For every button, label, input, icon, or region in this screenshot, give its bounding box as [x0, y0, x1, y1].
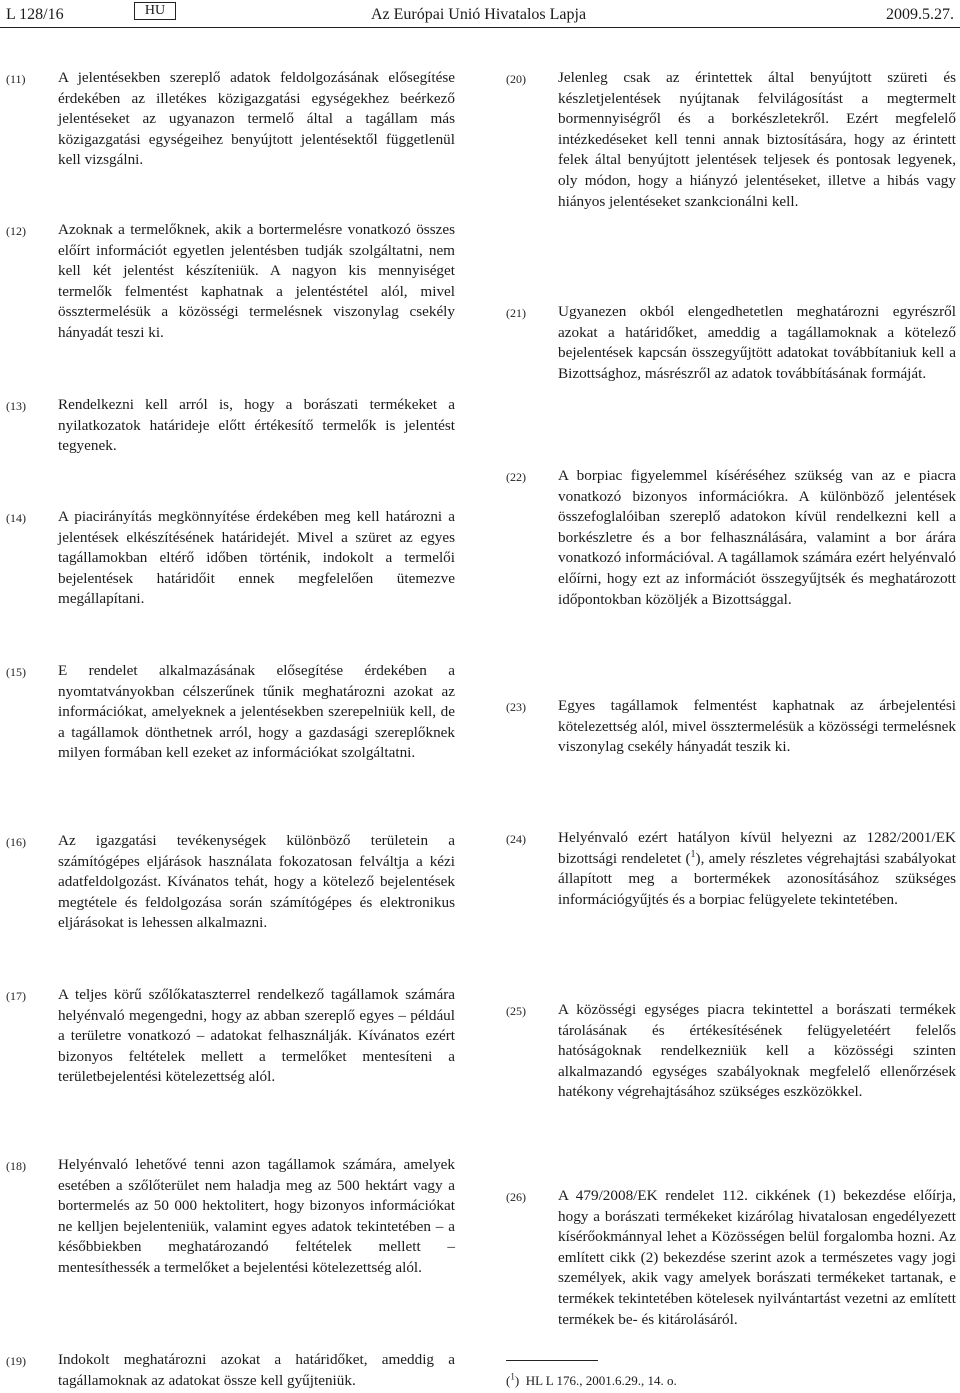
- recital-number: (24): [506, 832, 526, 846]
- footnote-text: HL L 176., 2001.6.29., 14. o.: [525, 1373, 677, 1388]
- page-reference: L 128/16: [6, 6, 64, 23]
- recital-number: (14): [6, 511, 26, 525]
- recital-number: (21): [506, 306, 526, 320]
- recital-number: (20): [506, 72, 526, 86]
- recital-22: [506, 466, 956, 610]
- header-rule: [0, 27, 960, 28]
- recital-number: (12): [6, 224, 26, 238]
- recital-number: (25): [506, 1004, 526, 1018]
- footnote-reference: 1: [690, 848, 696, 860]
- recital-number: (19): [6, 1354, 26, 1368]
- journal-title: Az Európai Unió Hivatalos Lapja: [371, 6, 587, 23]
- recital-text: [558, 828, 956, 910]
- recital-15: [6, 661, 455, 764]
- recital-11: [6, 68, 455, 171]
- recital-text: E rendelet alkalmazásának elősegítése érdekében a nyomtatványokban célszerűnek tűnik meghatározni azokat az információkat, amelyeknek a jelentésekben szerepelniük kell, de a tagállamok dönthetnek arról, hogy a gazdasági szereplőknek milyen formában kell ezeket az információkat szolgáltatni.: [58, 662, 455, 762]
- recital-number: (16): [6, 835, 26, 849]
- recital-text: A teljes körű szőlőkataszterrel rendelkező tagállamok számára helyénvaló megengedni, hogy az abban szereplő egyes – például a területre vonatkozó – adatokat felhasználják. Kívánatos ezért bizonyos feltételek mellett a termelőket mentesíteni a területbejelentési kötelezettség alól.: [58, 986, 455, 1086]
- recital-number: (17): [6, 989, 26, 1003]
- recital-text: Azoknak a termelőknek, akik a bortermelésre vonatkozó összes előírt információt egyetlen jelentésben tudják szolgáltatni, nem kell két jelentést készíteniük. A nagyon kis mennyiséget termelők felmentést kaphatnak a jelentéstétel alól, mivel össztermelésük a közösségi termelésnek viszonylag csekély hányadát teszi ki.: [58, 221, 455, 341]
- page-header: [0, 0, 960, 30]
- recital-number: (11): [6, 72, 26, 86]
- recital-text: A borpiac figyelemmel kíséréséhez szükség van az e piacra vonatkozó bizonyos információkra. A különböző jelentések összefoglalóiban szereplő adatokon kívül rendelkezni kell a borkészletre és a bor felhasználására, valamint a bor árára vonatkozó információval. A tagállamok számára ezért helyénvaló előírni, hogy ezt az információt összegyűjtsék és meghatározott időpontokban közöljék a Bizottsággal.: [558, 467, 956, 608]
- recital-12: [6, 220, 455, 344]
- recital-text: Indokolt meghatározni azokat a határidőket, ameddig a tagállamoknak az adatokat össze kell gyűjteniük.: [58, 1351, 455, 1389]
- recital-text: Egyes tagállamok felmentést kaphatnak az árbejelentési kötelezettség alól, mivel össztermelésük a közösségi termelésnek viszonylag csekély hányadát teszik ki.: [558, 697, 956, 756]
- footnote: ($^1$) HL L 176., 2001.6.29., 14. o.: [506, 1371, 677, 1388]
- recital-text: A jelentésekben szereplő adatok feldolgozásának elősegítése érdekében az illetékes közigazgatási egységekhez beérkező jelentéseket az ugyanazon termelő által a tagállam más közigazgatási egységeihez benyújtott jelentésektől függetlenül kell vizsgálni.: [58, 69, 455, 169]
- recital-18: [6, 1155, 455, 1279]
- recital-number: (26): [506, 1190, 526, 1204]
- recital-21: [506, 302, 956, 384]
- recital-23: [506, 696, 956, 758]
- recital-number: (18): [6, 1159, 26, 1173]
- recital-number: (23): [506, 700, 526, 714]
- recital-25: [506, 1000, 956, 1103]
- recital-13: [6, 395, 455, 457]
- recital-19: [6, 1350, 455, 1391]
- recital-text: Rendelkezni kell arról is, hogy a borászati termékeket a nyilatkozatok határideje előtt értékesítő termelők is jelentést tegyenek.: [58, 396, 455, 455]
- recital-24: [506, 828, 956, 910]
- recital-14: [6, 507, 455, 610]
- recital-text: A piacirányítás megkönnyítése érdekében meg kell határozni a jelentések elkészítésének határidejét. Mivel a szüret az egyes tagállamokban eltérő időben történik, indokolt a termelői bejelentések határidőit ennek megfelelően ütemezve megállapítani.: [58, 508, 455, 608]
- recital-number: (22): [506, 470, 526, 484]
- footnote-mark: 1: [510, 1371, 515, 1382]
- recital-text: Ugyanezen okból elengedhetetlen meghatározni egyrészről azokat a határidőket, ameddig a tagállamoknak a kötelező bejelentések kapcsán összegyűjtött adatokat továbbítaniuk kell a Bizottsághoz, másrészről az adatok továbbításának formáját.: [558, 303, 956, 382]
- recital-text-after: ), amely részletes végrehajtási szabályokat állapított meg a bortermékek azonosításához szükséges információgyűjtés és a borpiac felügyelete tekintetében.: [558, 849, 956, 908]
- recital-text: Az igazgatási tevékenységek különböző területein a számítógépes eljárások használata fokozatosan felváltja a kézi adatfeldolgozást. Kívánatos tehát, hogy a kötelező bejelentések megtétele és feldolgozása során számítógépes és elektronikus eljárásokat is lehessen alkalmazni.: [58, 832, 455, 932]
- recital-number: (13): [6, 399, 26, 413]
- recital-17: [6, 985, 455, 1088]
- recital-text: A közösségi egységes piacra tekintettel a borászati termékek tárolásának és értékesítésének felügyeletéért felelős hatóságoknak rendelkezniük kell a közösségi szinten alkalmazandó egységes szabályoknak megfelelő ellenőrzések hatékony végrehajtásához szükséges eszközökkel.: [558, 1001, 956, 1101]
- recital-26: [506, 1186, 956, 1330]
- recital-text-before: Helyénvaló ezért hatályon kívül helyezni az 1282/2001/EK bizottsági rendeletet (: [558, 829, 956, 867]
- recital-16: [6, 831, 455, 934]
- language-badge: HU: [134, 2, 176, 20]
- recital-text: A 479/2008/EK rendelet 112. cikkének (1) bekezdése előírja, hogy a borászati termékeket kizárólag hivatalosan engedélyezett kísérőokmánnyal lehet a Közösségen belül forgalomba hozni. Az említett cikk (2) bekezdése szerint azok a természetes vagy jogi személyek, akik vagy amelyek borászati termékeket tartanak, e termékek tekintetében kötelesek nyilvántartást vezetni az említett termékek be- és kitárolásáról.: [558, 1187, 956, 1328]
- publication-date: 2009.5.27.: [886, 6, 954, 23]
- recital-text: Jelenleg csak az érintettek által benyújtott szüreti és készletjelentések nyújtanak felvilágosítást a megtermelt bormennyiségről és a borkészletekről. Ezért megfelelő intézkedéseket kell tenni annak biztosítására, hogy az érintett felek által benyújtott jelentések teljesek és pontosak legyenek, oly módon, hogy a hiányzó jelentéseket, illetve a hibás vagy hiányos jelentéseket szankcionálni kell.: [558, 69, 956, 210]
- recital-text: Helyénvaló lehetővé tenni azon tagállamok számára, amelyek esetében a szőlőterület nem haladja meg az 500 hektárt vagy a bortermelés az 50 000 hektolitert, hogy bizonyos információkat ne kelljen bejelenteniük, valamint egyes adatok tekintetében – a későbbiekben meghatározandó feltételek mellett – mentesíthessék a termelőket a bejelentési kötelezettség alól.: [58, 1156, 455, 1276]
- recital-20: [506, 68, 956, 212]
- recital-number: (15): [6, 665, 26, 679]
- footnote-rule: [506, 1360, 598, 1361]
